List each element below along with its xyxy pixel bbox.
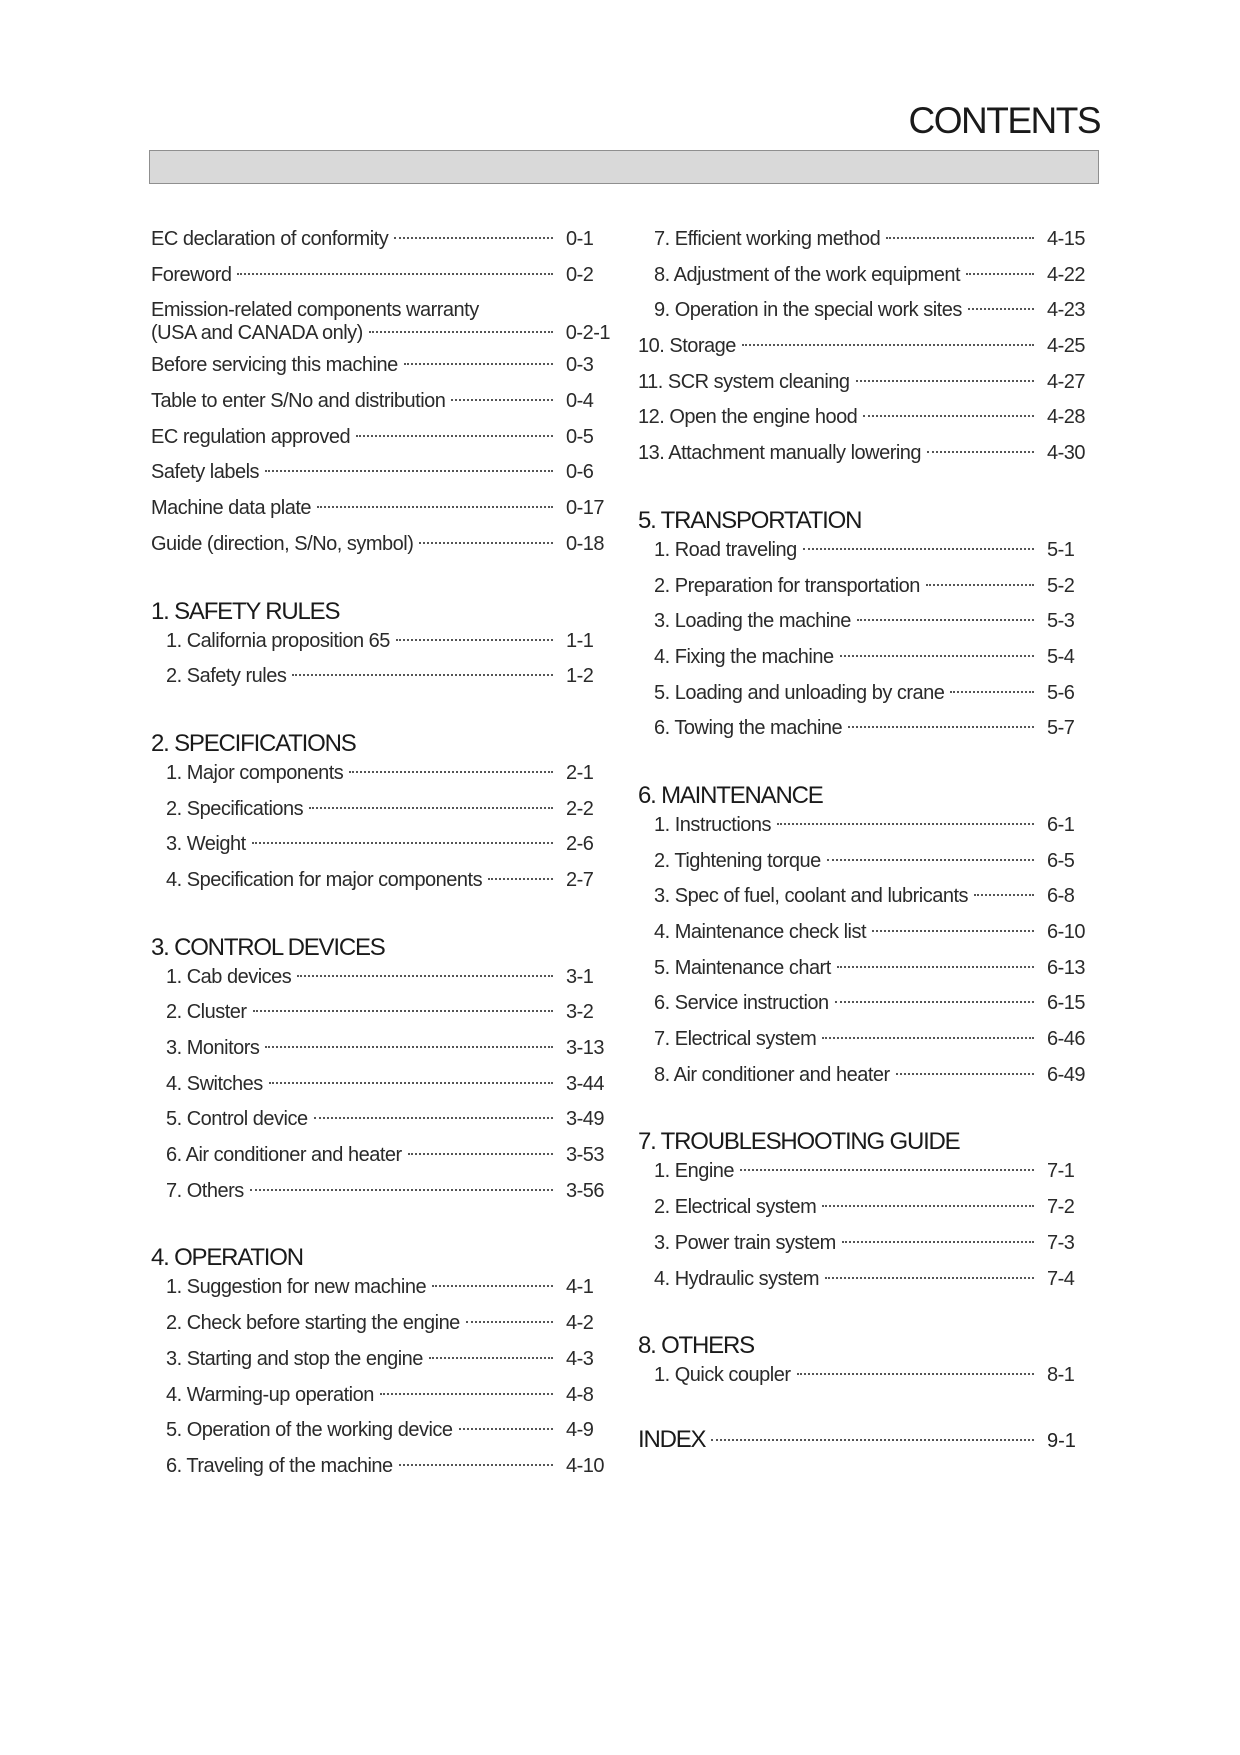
dot-leader [842,1240,1034,1243]
toc-entry-label: 6. Air conditioner and heater [166,1144,402,1167]
toc-entry-page: 4-8 [566,1383,594,1406]
dot-leader [840,654,1034,657]
toc-entry[interactable] [638,335,1091,371]
toc-entry[interactable] [151,1419,610,1455]
toc-entry-label: 5. Maintenance chart [654,956,831,979]
dot-leader [292,673,553,676]
toc-entry-label: 2. Safety rules [166,665,287,688]
toc-entry-page: 4-2 [566,1312,594,1335]
toc-entry[interactable] [151,1312,610,1348]
toc-entry[interactable] [638,228,1091,264]
toc-entry[interactable] [151,1276,610,1312]
toc-entry-page: 2-1 [566,761,594,784]
toc-entry-label: Machine data plate [151,497,312,520]
toc-entry-page: 9-1 [1047,1429,1076,1452]
dot-leader [396,638,553,641]
toc-entry[interactable] [638,264,1091,300]
dot-leader [927,450,1034,453]
toc-entry-label: 3. Spec of fuel, coolant and lubricants [654,885,969,908]
toc-entry-label: 9. Operation in the special work sites [654,299,962,322]
toc-entry-label: 11. SCR system cleaning [638,370,850,393]
toc-entry-label: 4. Fixing the machine [654,645,834,668]
toc-entry-page: 4-10 [566,1454,605,1477]
toc-entry-page: 6-13 [1047,956,1086,979]
toc-entry-page: 5-6 [1047,681,1075,704]
toc-entry-label: 2. Check before starting the engine [166,1312,460,1335]
dot-leader [822,1204,1034,1207]
toc-entry-page: 4-15 [1047,228,1086,250]
toc-entry-label: 1. Instructions [654,813,772,836]
toc-entry-page: 0-1 [566,228,594,250]
toc-entry-label: Before servicing this machine [151,354,398,377]
section-heading-specifications[interactable]: 2. SPECIFICATIONS [151,729,356,757]
toc-entry[interactable] [638,992,1091,1028]
toc-entry-page: 5-1 [1047,538,1075,561]
toc-entry-page: 5-3 [1047,610,1075,633]
toc-entry-label: 4. Hydraulic system [654,1267,819,1290]
toc-entry-page: 7-2 [1047,1196,1075,1219]
toc-entry[interactable] [638,575,1091,611]
toc-entry-label: Safety labels [151,461,260,484]
toc-entry[interactable] [638,406,1091,442]
toc-entry-label: 2. Preparation for transportation [654,574,920,597]
toc-entry[interactable] [151,354,610,390]
dot-leader [777,822,1034,825]
toc-entry-label: 8. Air conditioner and heater [654,1063,890,1086]
toc-entry[interactable] [151,630,610,666]
dot-leader [742,343,1034,346]
toc-entry-page: 7-1 [1047,1160,1075,1183]
dot-leader [237,272,553,275]
toc-entry[interactable] [638,646,1091,682]
dot-leader [797,1372,1034,1375]
section-heading-troubleshooting-guide[interactable]: 7. TROUBLESHOOTING GUIDE [638,1128,960,1156]
dot-leader [309,806,553,809]
dot-leader [896,1072,1034,1075]
toc-entry-label: 10. Storage [638,335,736,358]
toc-entry-label: 1. Major components [166,761,344,784]
toc-entry-page: 4-1 [566,1276,594,1299]
toc-entry[interactable] [151,665,610,701]
dot-leader [369,330,553,333]
toc-entry-label: 6. Traveling of the machine [166,1454,393,1477]
toc-entry-page: 4-25 [1047,335,1086,358]
toc-entry-page: 4-27 [1047,370,1086,393]
toc-entry-label: 13. Attachment manually lowering [638,442,922,465]
toc-entry-page: 5-4 [1047,645,1075,668]
dot-leader [432,1284,553,1287]
dot-leader [314,1116,553,1119]
dot-leader [872,929,1034,932]
dot-leader [822,1036,1034,1039]
toc-entry-label: 1. Engine [654,1160,735,1183]
toc-entry-label: 6. Service instruction [654,992,829,1015]
dot-leader [488,877,553,880]
toc-entry-page: 4-30 [1047,442,1086,465]
toc-entry-page: 5-2 [1047,574,1075,597]
dot-leader [252,841,553,844]
toc-entry[interactable] [638,850,1091,886]
toc-entry-label: 7. Efficient working method [654,228,881,250]
toc-entry-page: 4-23 [1047,299,1086,322]
toc-entry[interactable] [151,1073,610,1109]
title-bar [149,150,1099,184]
toc-entry-page: 7-3 [1047,1231,1075,1254]
toc-entry-label: 1. Road traveling [654,538,797,561]
toc-entry-page: 1-2 [566,665,594,688]
toc-entry-label: EC regulation approved [151,425,351,448]
toc-entry[interactable] [638,682,1091,718]
toc-entry-label: 7. Others [166,1179,244,1202]
dot-leader [863,414,1034,417]
toc-entry[interactable] [151,533,610,569]
toc-entry-label: 2. Cluster [166,1001,247,1024]
toc-right-column [638,228,1091,1466]
toc-entry[interactable] [638,442,1091,478]
toc-entry[interactable] [638,921,1091,957]
toc-entry[interactable] [151,1108,610,1144]
toc-entry[interactable] [151,461,610,497]
dot-leader [297,974,553,977]
toc-entry-label: 2. Electrical system [654,1196,817,1219]
dot-leader [380,1392,553,1395]
toc-entry[interactable] [151,1037,610,1073]
toc-entry-page: 4-28 [1047,406,1086,429]
dot-leader [419,541,553,544]
toc-entry-page: 0-2 [566,263,594,286]
toc-entry-label: 8. Adjustment of the work equipment [654,263,961,286]
toc-entry[interactable] [638,1028,1091,1064]
toc-entry-label-line2: (USA and CANADA only) [151,322,363,345]
toc-entry[interactable] [151,228,610,264]
toc-entry[interactable] [151,1348,610,1384]
toc-entry-page: 8-1 [1047,1364,1075,1387]
dot-leader [269,1081,553,1084]
dot-leader [451,398,553,401]
toc-entry-page: 5-7 [1047,717,1075,740]
dot-leader [966,272,1034,275]
toc-entry-label: 5. Operation of the working device [166,1419,453,1442]
toc-entry-label: 4. Warming-up operation [166,1383,374,1406]
toc-entry[interactable] [151,1144,610,1180]
toc-entry-index[interactable] [638,1426,1091,1466]
toc-entry-page: 3-56 [566,1179,605,1202]
toc-entry-page: 3-13 [566,1037,605,1059]
toc-entry-label-line1: Emission-related components warranty [151,299,479,322]
toc-entry-page: 2-2 [566,797,594,820]
section-heading-maintenance[interactable]: 6. MAINTENANCE [638,781,823,809]
toc-entry[interactable] [638,957,1091,993]
toc-entry[interactable] [151,426,610,462]
toc-entry[interactable] [151,390,610,426]
dot-leader [856,379,1034,382]
toc-entry-label: 2. Tightening torque [654,849,821,872]
toc-entry[interactable] [151,1001,610,1037]
toc-entry[interactable] [151,762,610,798]
dot-leader [857,618,1034,621]
toc-entry-page: 0-4 [566,390,594,413]
toc-entry[interactable] [151,1384,610,1420]
toc-entry-page: 6-10 [1047,921,1086,943]
toc-entry-page: 4-3 [566,1347,594,1370]
toc-entry-label: 4. Specification for major components [166,868,483,891]
dot-leader [394,236,553,239]
dot-leader [265,469,553,472]
toc-entry-label: Guide (direction, S/No, symbol) [151,532,414,555]
toc-entry-page: 6-1 [1047,813,1075,836]
section-heading-transportation[interactable]: 5. TRANSPORTATION [638,506,862,534]
toc-entry-label: Foreword [151,263,232,286]
toc-entry-page: 0-18 [566,532,605,555]
dot-leader [459,1427,553,1430]
dot-leader [837,965,1034,968]
toc-entry-page: 3-2 [566,1001,594,1024]
toc-entry-page: 3-53 [566,1144,605,1167]
toc-entry-label: EC declaration of conformity [151,228,389,250]
dot-leader [711,1438,1034,1441]
toc-entry-page: 4-9 [566,1419,594,1442]
toc-entry-page: 0-17 [566,497,605,520]
toc-entry-page: 6-49 [1047,1063,1086,1086]
toc-entry-page: 7-4 [1047,1267,1075,1290]
section-heading-operation[interactable]: 4. OPERATION [151,1244,303,1272]
toc-entry-page: 0-3 [566,354,594,377]
toc-entry[interactable] [151,1455,610,1491]
toc-entry-label: 3. Power train system [654,1231,836,1254]
toc-entry[interactable] [151,869,610,905]
dot-leader [429,1356,553,1359]
dot-leader [740,1168,1034,1171]
toc-entry-page: 0-2-1 [565,322,610,345]
index-label: INDEX [638,1425,706,1453]
toc-entry-page: 6-8 [1047,885,1075,908]
toc-entry[interactable] [151,264,610,300]
toc-entry[interactable] [151,966,610,1002]
toc-entry-label: 3. Starting and stop the engine [166,1347,423,1370]
toc-entry[interactable] [151,1180,610,1216]
toc-entry-page: 3-1 [566,965,594,988]
dot-leader [265,1045,553,1048]
toc-entry[interactable] [151,833,610,869]
dot-leader [926,583,1034,586]
toc-entry-page: 6-46 [1047,1028,1086,1051]
toc-entry-label: 2. Specifications [166,797,304,820]
dot-leader [848,725,1034,728]
toc-entry-page: 6-5 [1047,849,1075,872]
dot-leader [974,893,1034,896]
dot-leader [825,1276,1034,1279]
toc-entry-label: 1. Cab devices [166,965,292,988]
toc-entry-label: 1. Quick coupler [654,1364,791,1387]
toc-entry-label: 6. Towing the machine [654,717,843,740]
toc-entry-label: 4. Maintenance check list [654,921,867,943]
toc-left-column [151,228,610,1491]
toc-entry[interactable] [151,497,610,533]
dot-leader [250,1188,553,1191]
toc-entry-label: 1. California proposition 65 [166,629,390,652]
toc-entry[interactable] [638,371,1091,407]
toc-entry[interactable] [638,299,1091,335]
toc-entry[interactable] [638,1232,1091,1268]
dot-leader [356,434,553,437]
toc-entry[interactable] [638,885,1091,921]
toc-entry-label: 3. Loading the machine [654,610,851,633]
dot-leader [253,1009,553,1012]
toc-entry-page: 2-6 [566,833,594,856]
dot-leader [317,505,553,508]
toc-entry-page: 1-1 [566,629,594,652]
toc-entry-label: Table to enter S/No and distribution [151,390,446,413]
dot-leader [408,1152,553,1155]
toc-entry[interactable] [151,299,610,345]
toc-entry[interactable] [638,1196,1091,1232]
toc-entry-page: 3-44 [566,1072,605,1095]
toc-entry[interactable] [638,610,1091,646]
toc-entry-label: 7. Electrical system [654,1028,817,1051]
dot-leader [886,236,1034,239]
page-title: CONTENTS [908,100,1100,141]
toc-entry-page: 6-15 [1047,992,1086,1015]
dot-leader [835,1000,1034,1003]
dot-leader [399,1463,553,1466]
toc-entry-page: 0-5 [566,425,594,448]
dot-leader [827,858,1034,861]
toc-entry-label: 3. Monitors [166,1037,260,1059]
toc-entry[interactable] [638,1064,1091,1100]
toc-entry-label: 5. Loading and unloading by crane [654,681,945,704]
toc-entry-label: 3. Weight [166,833,246,856]
toc-entry[interactable] [151,798,610,834]
toc-entry[interactable] [638,814,1091,850]
toc-entry[interactable] [638,1268,1091,1304]
dot-leader [466,1320,553,1323]
toc-entry-label: 12. Open the engine hood [638,406,858,429]
toc-entry[interactable] [638,1364,1091,1400]
toc-entry-label: 5. Control device [166,1108,308,1131]
toc-entry-page: 2-7 [566,868,594,891]
toc-entry-label: 1. Suggestion for new machine [166,1276,427,1299]
section-heading-control-devices[interactable]: 3. CONTROL DEVICES [151,933,385,961]
dot-leader [803,547,1034,550]
dot-leader [349,770,553,773]
dot-leader [950,690,1034,693]
toc-entry[interactable] [638,1160,1091,1196]
section-heading-safety-rules[interactable]: 1. SAFETY RULES [151,597,340,625]
toc-entry[interactable] [638,539,1091,575]
toc-entry[interactable] [638,717,1091,753]
section-heading-others[interactable]: 8. OTHERS [638,1332,754,1360]
dot-leader [404,362,553,365]
dot-leader [968,307,1034,310]
toc-entry-label: 4. Switches [166,1072,263,1095]
toc-entry-page: 4-22 [1047,263,1086,286]
toc-entry-page: 3-49 [566,1108,605,1131]
toc-entry-page: 0-6 [566,461,594,484]
